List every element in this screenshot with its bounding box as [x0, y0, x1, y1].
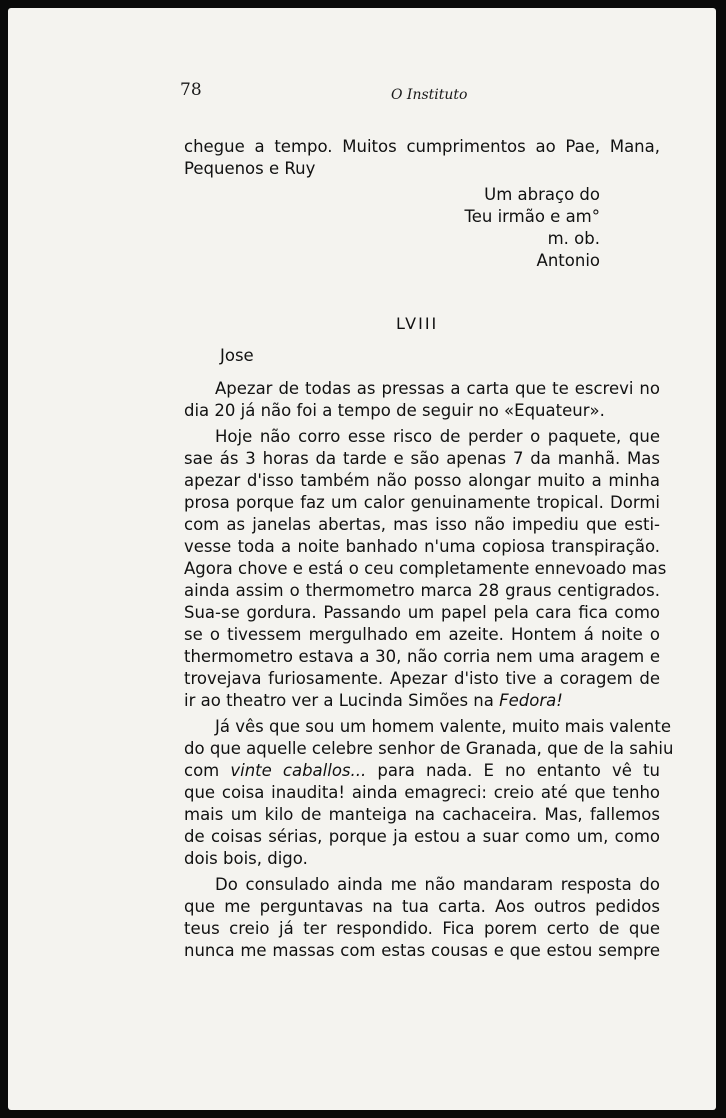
text-line: nunca me massas com estas cousas e que estou sempre — [184, 941, 660, 960]
text-run: para nada. E no entanto vê tu — [366, 761, 660, 780]
text-line: Pequenos e Ruy — [184, 159, 316, 178]
book-page — [8, 8, 716, 1110]
text-line: de coisas sérias, porque ja estou a suar como um, como — [184, 827, 660, 846]
closing-line: Teu irmão e am° — [464, 207, 600, 226]
text-line: prosa porque faz um calor genuinamente tropical. Dormi — [184, 493, 660, 512]
text-run: com — [184, 761, 231, 780]
text-line: chegue a tempo. Muitos cumprimentos ao Pae, Mana, — [184, 137, 660, 156]
text-line: trovejava furiosamente. Apezar d'isto tive a coragem de — [184, 669, 660, 688]
chapter-heading: LVIII — [396, 314, 439, 333]
italic-phrase: vinte caballos... — [230, 761, 367, 780]
closing-line: Antonio — [536, 251, 600, 270]
text-line: Apezar de todas as pressas a carta que te escrevi no — [215, 379, 660, 398]
text-line: Já vês que sou um homem valente, muito mais valente — [215, 717, 671, 736]
text-line: thermometro estava a 30, não corria nem uma aragem e — [184, 647, 660, 666]
page-number: 78 — [180, 80, 202, 100]
text-line: Agora chove e está o ceu completamente ennevoado mas — [184, 559, 667, 578]
text-line: Hoje não corro esse risco de perder o paquete, que — [215, 427, 660, 446]
text-line: Do consulado ainda me não mandaram resposta do — [215, 875, 660, 894]
text-line — [184, 760, 660, 782]
text-line: ainda assim o thermometro marca 28 graus centigrados. — [184, 581, 660, 600]
text-line: se o tivessem mergulhado em azeite. Hontem á noite o — [184, 625, 660, 644]
text-line: vesse toda a noite banhado n'uma copiosa transpiração. — [184, 537, 660, 556]
text-line: sae ás 3 horas da tarde e são apenas 7 da manhã. Mas — [184, 449, 660, 468]
text-run: ir ao theatro ver a Lucinda Simões na — [184, 691, 500, 710]
text-line: teus creio já ter respondido. Fica porem certo de que — [184, 919, 660, 938]
text-line: que coisa inaudita! ainda emagreci: creio até que tenho — [184, 783, 660, 802]
text-line: com as janelas abertas, mas isso não impediu que esti- — [184, 515, 660, 534]
closing-line: m. ob. — [547, 229, 600, 248]
text-line: dois bois, digo. — [184, 849, 308, 868]
text-line: que me perguntavas na tua carta. Aos outros pedidos — [184, 897, 660, 916]
salutation: Jose — [220, 346, 254, 365]
text-line: mais um kilo de manteiga na cachaceira. Mas, fallemos — [184, 805, 660, 824]
running-title: O Instituto — [391, 87, 468, 103]
text-line: apezar d'isso também não posso alongar muito a minha — [184, 471, 660, 490]
text-line: do que aquelle celebre senhor de Granada, que de la sahiu — [184, 739, 674, 758]
text-line: Sua-se gordura. Passando um papel pela cara fica como — [184, 603, 660, 622]
text-line: dia 20 já não foi a tempo de seguir no «Equateur». — [184, 401, 605, 420]
text-line — [184, 690, 660, 712]
play-title: Fedora! — [499, 691, 563, 710]
closing-line: Um abraço do — [484, 185, 600, 204]
